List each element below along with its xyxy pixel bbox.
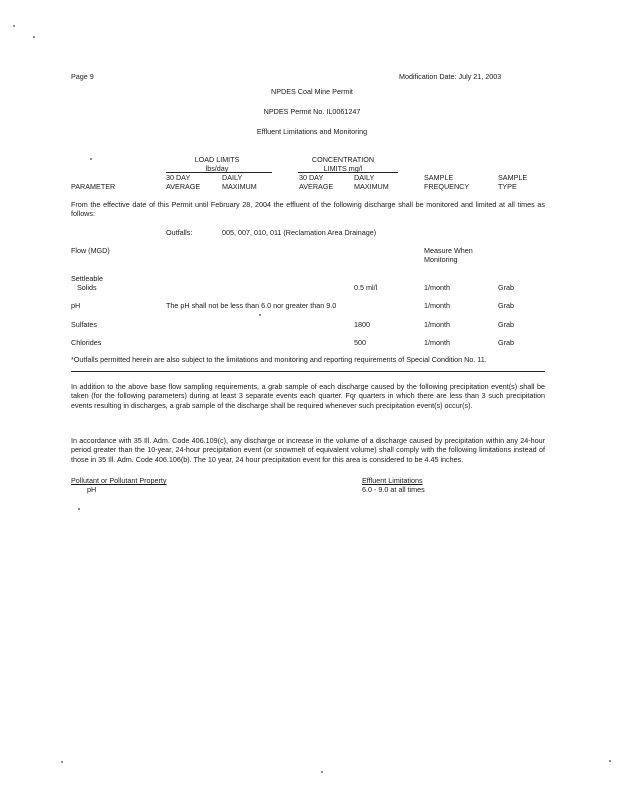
row-flow-frequency: Measure When	[424, 246, 473, 255]
row-ph-note: The pH shall not be less than 6.0 nor greater than 9.0	[166, 301, 337, 310]
col-daily-load: DAILY	[222, 173, 243, 182]
row-solids-name-2: Solids	[77, 283, 97, 292]
col-30day-load: 30 DAY	[166, 173, 191, 182]
row-solids-frequency: 1/month	[424, 283, 450, 292]
load-limits-heading: LOAD LIMITS	[194, 155, 240, 164]
row-ph-name: pH	[71, 301, 81, 310]
modification-date: Modification Date: July 21, 2003	[399, 72, 502, 81]
col-frequency: FREQUENCY	[424, 182, 470, 191]
col-sample-2: SAMPLE	[498, 173, 528, 182]
footnote-divider	[71, 371, 545, 372]
col-sample-1: SAMPLE	[424, 173, 454, 182]
row-chlorides-daily-max: 500	[354, 338, 366, 347]
load-limits-units: lbs/day	[205, 164, 229, 173]
pollutant-column-heading: Pollutant or Pollutant Property	[71, 476, 167, 485]
regulation-paragraph: In accordance with 35 Ill. Adm. Code 406.109(c), any discharge or increase in the volume of a discharge caused by precipitation within any 24-hour period greater than the 10-year, 24-hour precipitation event (or snowmelt of equivalent volume) shall comply with the following limitations instead of those in 35 Ill. Adm. Code 406.106(b). The 10 year, 24 hour precipitation event for this area is considered to be 4.45 inches.	[71, 436, 545, 464]
row-sulfates-daily-max: 1800	[354, 320, 370, 329]
row-chlorides-frequency: 1/month	[424, 338, 450, 347]
row-ph-frequency: 1/month	[424, 301, 450, 310]
row-chlorides-name: Chlorides	[71, 338, 102, 347]
col-parameter: PARAMETER	[71, 182, 116, 191]
row-sulfates-name: Sulfates	[71, 320, 97, 329]
row-solids-type: Grab	[498, 283, 514, 292]
row-solids-daily-max: 0.5 ml/l	[354, 283, 378, 292]
scan-speck	[61, 761, 63, 763]
col-daily-conc: DAILY	[354, 173, 375, 182]
scan-speck	[609, 760, 611, 762]
row-solids-name: Settleable	[71, 274, 103, 283]
permit-number: NPDES Permit No. IL0061247	[263, 107, 361, 116]
scan-speck	[90, 158, 92, 160]
limits-row-ph: pH	[87, 485, 97, 494]
scan-speck	[321, 771, 323, 773]
row-ph-type: Grab	[498, 301, 514, 310]
row-sulfates-frequency: 1/month	[424, 320, 450, 329]
col-maximum-load: MAXIMUM	[222, 182, 257, 191]
row-flow-frequency-2: Monitoring	[424, 255, 458, 264]
scan-speck	[13, 25, 15, 27]
scan-speck	[78, 508, 80, 510]
row-sulfates-type: Grab	[498, 320, 514, 329]
col-30day-conc: 30 DAY	[299, 173, 324, 182]
intro-paragraph: From the effective date of this Permit until February 28, 2004 the effluent of the following discharge shall be monitored and limited at all times as follows:	[71, 200, 545, 219]
row-flow-name: Flow (MGD)	[71, 246, 110, 255]
permit-title: NPDES Coal Mine Permit	[271, 87, 353, 96]
col-average-conc: AVERAGE	[299, 182, 334, 191]
outfalls-label: Outfalls:	[166, 228, 193, 237]
scan-speck	[259, 314, 261, 316]
page-number: Page 9	[71, 72, 94, 81]
concentration-units: LIMITS mg/l	[323, 164, 363, 173]
concentration-heading: CONCENTRATION	[311, 155, 375, 164]
scan-speck	[33, 36, 35, 38]
col-average-load: AVERAGE	[166, 182, 201, 191]
outfalls-value: 005, 007, 010, 011 (Reclamation Area Drainage)	[222, 228, 377, 237]
limits-row-ph-value: 6.0 - 9.0 at all times	[362, 485, 425, 494]
precipitation-paragraph: In addition to the above base flow sampling requirements, a grab sample of each discharge caused by the following precipitation event(s) shall be taken (for the following parameters) during at least 3 separate events each quarter. For quarters in which there are less than 3 such precipitation events resulting in discharges, a grab sample of the discharge shall be required whenever such precipitation event(s) occur(s).	[71, 382, 545, 410]
col-maximum-conc: MAXIMUM	[354, 182, 389, 191]
section-title: Effluent Limitations and Monitoring	[256, 127, 368, 136]
row-chlorides-type: Grab	[498, 338, 514, 347]
footnote: *Outfalls permitted herein are also subject to the limitations and monitoring and reporting requirements of Special Condition No. 11.	[71, 355, 487, 364]
effluent-column-heading: Effluent Limitations	[362, 476, 423, 485]
col-type: TYPE	[498, 182, 517, 191]
